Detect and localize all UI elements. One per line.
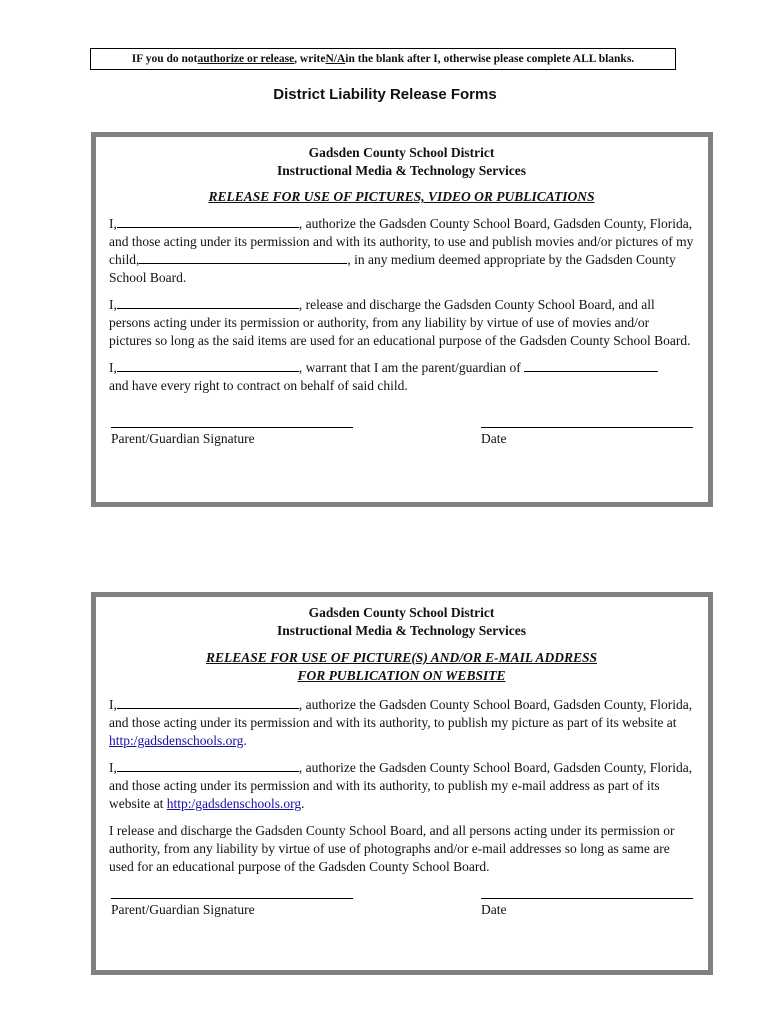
form2-picture-paragraph (109, 696, 694, 750)
form1-name-blank-3[interactable] (117, 359, 299, 372)
form1-p2-text: , release and discharge the Gadsden County School Board, and all persons acting under its permission or authority, from any liability by virtue of use of movies and/or pictures so long as the said items are used for an educational purpose of the Gadsden County School Board. (109, 297, 691, 348)
form2-name-blank-2[interactable] (117, 759, 299, 772)
form2-p2-text: , authorize the Gadsden County School Board, Gadsden County, Florida, and those acting under its permission and with its authority, to publish my e-mail address as part of its website at (109, 760, 693, 811)
form2-website-link-1[interactable]: http:/gadsdenschools.org (109, 733, 244, 748)
form2-date-label: Date (481, 902, 507, 917)
form1-title: RELEASE FOR USE OF PICTURES, VIDEO OR PUBLICATIONS (208, 189, 595, 204)
form2-email-paragraph (109, 759, 694, 813)
form1-name-blank-1[interactable] (117, 215, 299, 228)
form1-child-name-blank[interactable] (139, 251, 347, 264)
page-title: District Liability Release Forms (273, 86, 497, 103)
form1-p3-lead: I, (109, 360, 117, 375)
form1-signature-line[interactable] (111, 427, 353, 428)
form1-name-blank-2[interactable] (117, 296, 299, 309)
release-form-website (91, 592, 713, 975)
form2-website-link-2[interactable]: http:/gadsdenschools.org (166, 796, 302, 811)
form2-p1-end: . (243, 733, 247, 748)
form2-title-line1: RELEASE FOR USE OF PICTURE(S) AND/OR E-MAIL ADDRESS (206, 650, 597, 665)
form1-p3-end: and have every right to contract on behalf of said child. (109, 378, 408, 393)
form1-p1-end: , in any medium deemed appropriate by the Gadsden County School Board. (109, 252, 676, 285)
form1-child-blank[interactable] (524, 359, 658, 372)
form2-p1-lead: I, (109, 697, 117, 712)
form1-date-line[interactable] (481, 427, 693, 428)
form2-p2-end: . (301, 796, 305, 811)
form1-authorize-paragraph (109, 215, 694, 287)
form2-signature-label: Parent/Guardian Signature (111, 902, 255, 917)
form2-district: Gadsden County School District (308, 605, 495, 620)
form2-p2-lead: I, (109, 760, 117, 775)
form1-signature-label: Parent/Guardian Signature (111, 431, 255, 446)
form2-release-paragraph: I release and discharge the Gadsden County School Board, and all persons acting under its permission or authority, from any liability by virtue of use of photographs and/or e-mail addresses so long as same are used for an educational purpose of the Gadsden County School Board. (109, 823, 675, 874)
form1-department: Instructional Media & Technology Services (277, 163, 526, 178)
form1-p1-text: , authorize the Gadsden County School Board, Gadsden County, Florida, and those acting under its permission and with its authority, to use and publish movies and/or pictures of my child, (109, 216, 694, 267)
form2-date-line[interactable] (481, 898, 693, 899)
form1-p2-lead: I, (109, 297, 117, 312)
form1-p3-text: , warrant that I am the parent/guardian of (298, 360, 525, 375)
form2-title-line2: FOR PUBLICATION ON WEBSITE (297, 668, 506, 683)
instruction-notice (90, 48, 676, 70)
form2-name-blank-1[interactable] (117, 696, 299, 709)
form1-signature-row (109, 419, 694, 459)
form2-signature-row (109, 890, 694, 930)
form1-release-paragraph (109, 296, 694, 350)
notice-text-1: IF you do not (131, 53, 198, 65)
form1-warrant-paragraph (109, 359, 694, 395)
notice-text-5: in the blank after I, otherwise please complete ALL blanks. (345, 53, 635, 65)
form1-district: Gadsden County School District (308, 145, 495, 160)
form2-p1-text: , authorize the Gadsden County School Board, Gadsden County, Florida, and those acting under its permission and with its authority, to publish my picture as part of its website at (109, 697, 693, 730)
release-form-pictures-video (91, 132, 713, 507)
form1-p1-lead: I, (109, 216, 117, 231)
form2-signature-line[interactable] (111, 898, 353, 899)
notice-text-3: , write (294, 53, 326, 65)
form2-department: Instructional Media & Technology Services (277, 623, 526, 638)
notice-text-na: N/A (325, 53, 346, 65)
form1-date-label: Date (481, 431, 507, 446)
notice-text-authorize: authorize or release (197, 53, 295, 65)
